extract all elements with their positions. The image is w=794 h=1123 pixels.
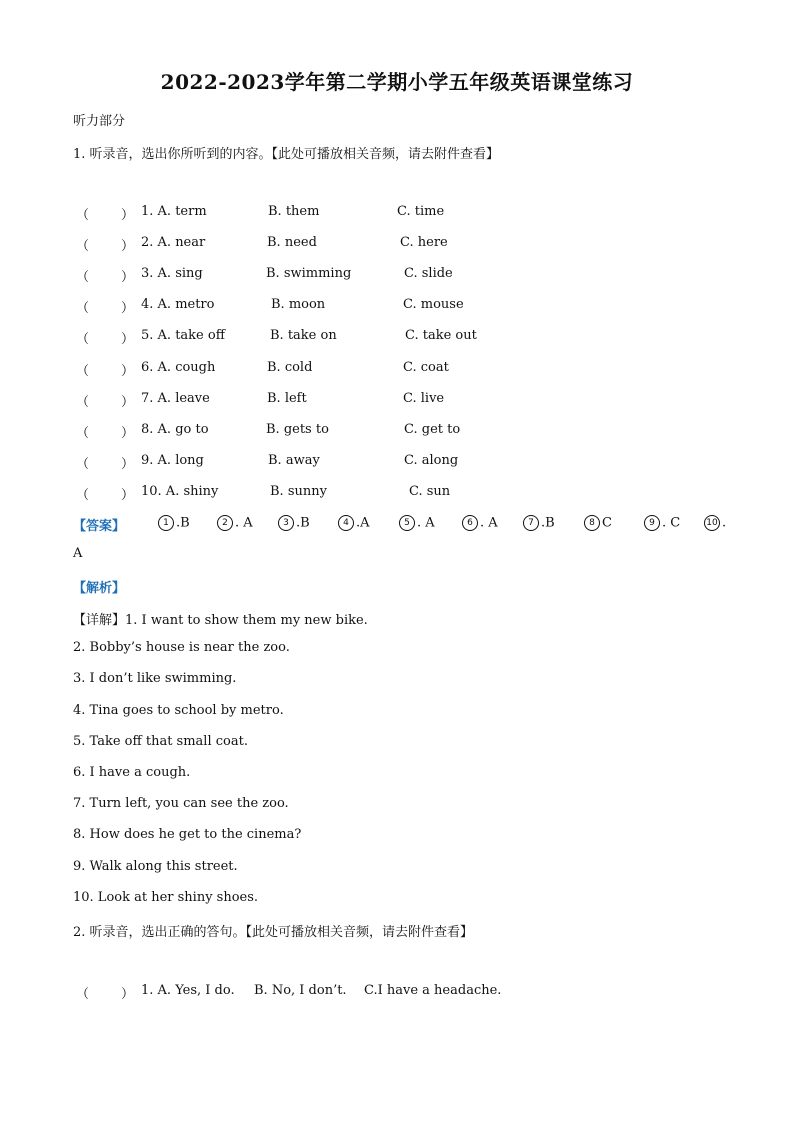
answer-item: 9 . C: [644, 515, 680, 531]
circled-number: 10: [704, 515, 720, 531]
option-b: B. moon: [271, 297, 326, 312]
detail-line: 9. Walk along this street.: [73, 859, 238, 874]
option-c: C. slide: [404, 266, 453, 281]
detail-line: 【详解】1. I want to show them my new bike.: [73, 613, 368, 628]
circled-number: 1: [158, 515, 174, 531]
answer-item: 8 C: [584, 515, 612, 531]
detail-line: 10. Look at her shiny shoes.: [73, 890, 259, 905]
option-b: B. them: [268, 204, 320, 219]
answer-blank-close: ）: [121, 457, 135, 472]
answer-blank-close: ）: [121, 208, 135, 223]
answer-blank-close: ）: [121, 239, 135, 254]
option-b: B. take on: [270, 328, 337, 343]
question-row: [0, 484, 794, 504]
question-row: [0, 235, 794, 255]
option-c: C. take out: [405, 328, 477, 343]
option-a: 1. A. term: [141, 204, 207, 219]
section-label: 听力部分: [73, 114, 126, 129]
answer-blank-close: ）: [121, 270, 135, 285]
circled-number: 6: [462, 515, 478, 531]
option-a: 7. A. leave: [141, 391, 210, 406]
detail-line: 4. Tina goes to school by metro.: [73, 703, 284, 718]
option-c: C. live: [403, 391, 445, 406]
answer-item: 3 .B: [278, 515, 310, 531]
answer-item: 7 .B: [523, 515, 555, 531]
option-c: C. sun: [409, 484, 451, 499]
option-b: B. left: [267, 391, 307, 406]
question-row: [0, 328, 794, 348]
answer-blank-open: （: [76, 301, 90, 316]
option-a: 5. A. take off: [141, 328, 225, 343]
answer-blank-open: （: [76, 270, 90, 285]
question-row: [0, 983, 794, 1003]
answer-blank-open: （: [76, 488, 90, 503]
option-a: 4. A. metro: [141, 297, 215, 312]
answer-blank-close: ）: [121, 364, 135, 379]
question-row: [0, 422, 794, 442]
circled-number: 3: [278, 515, 294, 531]
answer-item: 4 .A: [338, 515, 370, 531]
answer-blank-close: ）: [121, 426, 135, 441]
answer-blank-open: （: [76, 208, 90, 223]
answer-item: 1 .B: [158, 515, 190, 531]
option-c: C.I have a headache.: [364, 983, 502, 998]
option-a: 8. A. go to: [141, 422, 209, 437]
answer-blank-open: （: [76, 332, 90, 347]
question-2-instruction: 2. 听录音，选出正确的答句。【此处可播放相关音频，请去附件查看】: [73, 925, 474, 940]
option-b: B. gets to: [266, 422, 329, 437]
question-row: [0, 453, 794, 473]
page-title: 2022-2023学年第二学期小学五年级英语课堂练习: [160, 70, 634, 94]
answer-item: 10 .: [704, 515, 726, 531]
question-row: [0, 204, 794, 224]
option-c: C. here: [400, 235, 448, 250]
answer-blank-open: （: [76, 987, 90, 1002]
question-row: [0, 266, 794, 286]
answer-item: 5 . A: [399, 515, 435, 531]
detail-line: 5. Take off that small coat.: [73, 734, 248, 749]
answer-tag: 【答案】: [73, 519, 126, 534]
circled-number: 4: [338, 515, 354, 531]
answer-blank-close: ）: [121, 488, 135, 503]
answer-blank-open: （: [76, 426, 90, 441]
answer-blank-open: （: [76, 395, 90, 410]
answer-blank-close: ）: [121, 395, 135, 410]
option-a: 2. A. near: [141, 235, 206, 250]
answer-item: 6 . A: [462, 515, 498, 531]
question-1-instruction: 1. 听录音，选出你所听到的内容。【此处可播放相关音频，请去附件查看】: [73, 147, 500, 162]
option-b: B. sunny: [270, 484, 327, 499]
circled-number: 5: [399, 515, 415, 531]
answer-blank-open: （: [76, 364, 90, 379]
circled-number: 9: [644, 515, 660, 531]
option-b: B. away: [268, 453, 320, 468]
analysis-tag: 【解析】: [73, 581, 126, 596]
answer-blank-close: ）: [121, 332, 135, 347]
option-c: C. mouse: [403, 297, 464, 312]
detail-line: 2. Bobby’s house is near the zoo.: [73, 640, 290, 655]
detail-line: 3. I don’t like swimming.: [73, 671, 237, 686]
answer-blank-close: ）: [121, 301, 135, 316]
detail-line: 8. How does he get to the cinema?: [73, 827, 302, 842]
detail-line: 6. I have a cough.: [73, 765, 191, 780]
circled-number: 2: [217, 515, 233, 531]
option-c: C. get to: [404, 422, 461, 437]
answer-blank-open: （: [76, 457, 90, 472]
option-b: B. cold: [267, 360, 313, 375]
option-c: C. time: [397, 204, 445, 219]
answer-blank-close: ）: [121, 987, 135, 1002]
option-c: C. coat: [403, 360, 449, 375]
question-row: [0, 391, 794, 411]
option-a: 10. A. shiny: [141, 484, 219, 499]
circled-number: 8: [584, 515, 600, 531]
answer-key: [0, 515, 794, 535]
answer-item: 2 . A: [217, 515, 253, 531]
option-c: C. along: [404, 453, 459, 468]
answer-blank-open: （: [76, 239, 90, 254]
question-row: [0, 360, 794, 380]
option-a: 9. A. long: [141, 453, 204, 468]
question-row: [0, 297, 794, 317]
answer-wrap: A: [73, 546, 83, 561]
option-b: B. need: [267, 235, 317, 250]
circled-number: 7: [523, 515, 539, 531]
option-a: 6. A. cough: [141, 360, 216, 375]
option-a: 3. A. sing: [141, 266, 203, 281]
option-b: B. No, I don’t.: [254, 983, 347, 998]
option-b: B. swimming: [266, 266, 352, 281]
detail-line: 7. Turn left, you can see the zoo.: [73, 796, 289, 811]
option-a: 1. A. Yes, I do.: [141, 983, 235, 998]
detail-tag: 【详解】: [73, 613, 126, 628]
